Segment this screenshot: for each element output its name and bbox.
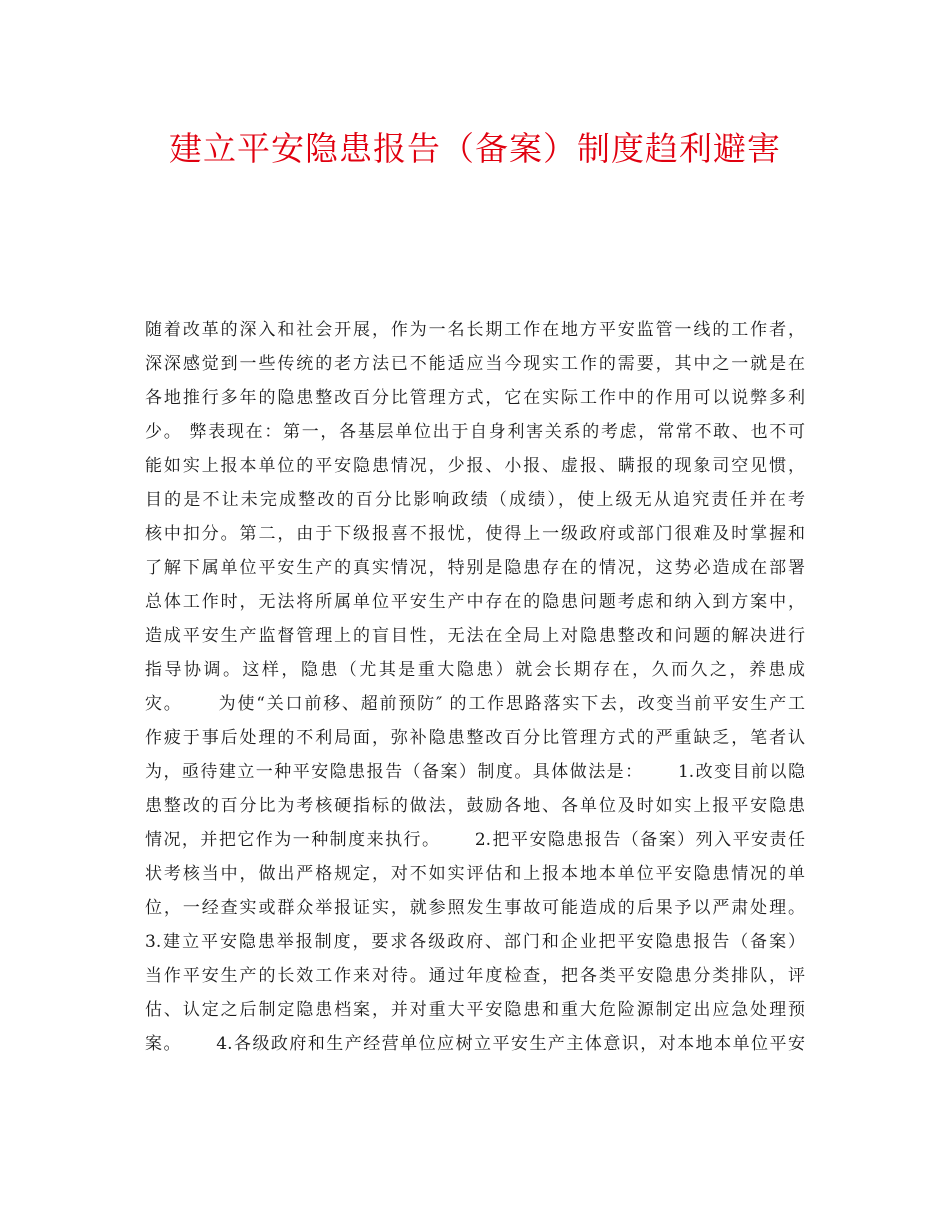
document-title: 建立平安隐患报告（备案）制度趋利避害 xyxy=(169,129,781,168)
body-line: 了解下属单位平安生产的真实情况，特别是隐患存在的情况，这势必造成在部署 xyxy=(145,558,805,578)
body-line: 当作平安生产的长效工作来对待。通过年度检查，把各类平安隐患分类排队，评 xyxy=(145,966,805,986)
body-line: 少。 弊表现在：第一，各基层单位出于自身利害关系的考虑，常常不敢、也不可 xyxy=(145,422,805,442)
body-line: 作疲于事后处理的不利局面，弥补隐患整改百分比管理方式的严重缺乏，笔者认 xyxy=(145,728,805,748)
body-line: 案。 4.各级政府和生产经营单位应树立平安生产主体意识，对本地本单位平安 xyxy=(145,1034,805,1054)
body-line: 各地推行多年的隐患整改百分比管理方式，它在实际工作中的作用可以说弊多利 xyxy=(145,388,805,408)
body-line: 随着改革的深入和社会开展，作为一名长期工作在地方平安监管一线的工作者， xyxy=(145,320,805,340)
body-line: 能如实上报本单位的平安隐患情况，少报、小报、虚报、瞒报的现象司空见惯， xyxy=(145,456,805,476)
body-line: 总体工作时，无法将所属单位平安生产中存在的隐患问题考虑和纳入到方案中， xyxy=(145,592,805,612)
body-line: 情况，并把它作为一种制度来执行。 2.把平安隐患报告（备案）列入平安责任 xyxy=(145,830,805,850)
body-line: 目的是不让未完成整改的百分比影响政绩（成绩），使上级无从追究责任并在考 xyxy=(145,490,805,510)
body-line: 深深感觉到一些传统的老方法已不能适应当今现实工作的需要，其中之一就是在 xyxy=(145,354,805,374)
body-line: 灾。 为使“关口前移、超前预防″ 的工作思路落实下去，改变当前平安生产工 xyxy=(145,694,805,714)
body-line: 患整改的百分比为考核硬指标的做法，鼓励各地、各单位及时如实上报平安隐患 xyxy=(145,796,805,816)
body-line: 位，一经查实或群众举报证实，就参照发生事故可能造成的后果予以严肃处理。 xyxy=(145,898,805,918)
body-line: 造成平安生产监督管理上的盲目性，无法在全局上对隐患整改和问题的解决进行 xyxy=(145,626,805,646)
body-line: 状考核当中，做出严格规定，对不如实评估和上报本地本单位平安隐患情况的单 xyxy=(145,864,805,884)
body-line: 为，亟待建立一种平安隐患报告（备案）制度。具体做法是： 1.改变目前以隐 xyxy=(145,762,805,782)
document-body xyxy=(145,313,805,1061)
body-line: 核中扣分。第二，由于下级报喜不报忧，使得上一级政府或部门很难及时掌握和 xyxy=(145,524,805,544)
body-line: 指导协调。这样，隐患（尤其是重大隐患）就会长期存在，久而久之，养患成 xyxy=(145,660,805,680)
body-line: 估、认定之后制定隐患档案，并对重大平安隐患和重大危险源制定出应急处理预 xyxy=(145,1000,805,1020)
body-line: 3.建立平安隐患举报制度，要求各级政府、部门和企业把平安隐患报告（备案） xyxy=(145,932,805,952)
